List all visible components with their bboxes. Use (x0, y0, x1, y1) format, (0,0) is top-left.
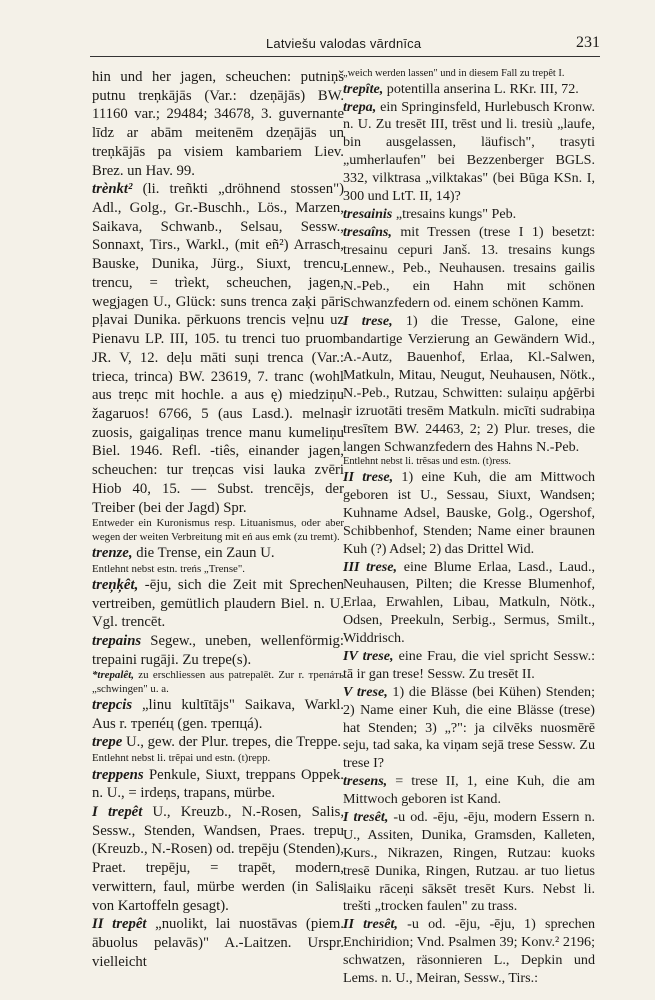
entry-headword: I trepêt (92, 803, 143, 820)
dictionary-entry (92, 576, 344, 632)
entry-text: „linu kultītājs" Saikava, Warkl. Aus r. трепéц (gen. трепцá). (92, 697, 344, 732)
entry-note (343, 456, 595, 469)
entry-text: zu erschliessen aus patrepalēt. Zur r. трепáть „schwingen" u. a. (92, 669, 344, 695)
entry-text: „weich werden lassen" und in diesem Fall zu trepêt I. (343, 68, 565, 79)
entry-headword: I tresêt, (343, 809, 389, 826)
dictionary-entry (92, 766, 344, 803)
entry-text: Segew., uneben, wellenförmig: trepaini rugāji. Zu trepe(s). (92, 633, 344, 668)
entry-text: -ēju, sich die Zeit mit Sprechen vertreiben, gemütlich plaudern Biel. n. U. Vgl. trencēt. (92, 576, 344, 631)
running-title: Latviešu valodas vārdnīca (266, 36, 422, 51)
dictionary-entry (343, 206, 595, 224)
right-column (343, 68, 595, 988)
dictionary-entry (343, 224, 595, 313)
entry-text: eine Frau, die viel spricht Sessw.: tā ir gan trese! Sessw. Zu tresēt II. (343, 648, 595, 682)
dictionary-entry (343, 773, 595, 809)
entry-headword: treņķêt, (92, 576, 139, 593)
entry-headword: tresens, (343, 773, 388, 790)
entry-text: die Trense, ein Zaun U. (132, 544, 275, 561)
entry-text: Entweder ein Kuronismus resp. Lituanismus, oder aber wegen der weiten Verbreitung mit eń aus emk (zu tremt). (92, 517, 344, 543)
entry-headword: II tresêt, (343, 916, 398, 933)
entry-headword: treppens (92, 766, 144, 783)
entry-text: eine Blume Erlaa, Lasd., Laud., Neuhausen, Pilten; die Kresse Blumenhof, Erlaa, Erwahlen, Libau, Matkuln, Nötk., Odsen, Preekuln, Serbig., Sermus, Smilt., Widdrisch. (343, 558, 596, 647)
dictionary-entry (92, 180, 344, 517)
page-number: 231 (576, 34, 600, 51)
entry-text: 1) die Tresse, Galone, eine bandartige Verzierung an Gewändern Wid., A.-Autz, Bauenhof, Erlaa, Kl.-Salwen, Matkuln, Mitau, Neugut, Neuhausen, Nötk., N.-Peb., Rutzau, Schwitten: sulaiņu apģērbi ir izruotāti tresēm Matkuln. micīti sudrabiņa tresītem BW. 24463, 2; 2) Plur. treses, die langen Schwanzfedern des Hahns N.-Peb. (343, 313, 596, 455)
entry-note (92, 517, 344, 544)
entry-headword: III trese, (343, 558, 398, 575)
entry-text: U., gew. der Plur. trepes, die Treppe. (122, 734, 342, 751)
entry-headword: *trepalêt, (92, 669, 134, 682)
entry-text: Entlehnt nebst li. trẽpai und estn. (t)repp. (92, 752, 271, 765)
dictionary-entry (343, 684, 595, 773)
entry-headword: IV trese, (343, 648, 394, 665)
dictionary-entry (343, 916, 595, 988)
entry-text: (li. treñkti „dröhnend stossen") Adl., Golg., Gr.-Buschh., Lös., Marzen, Saikava, Schwanb., Selsau, Sessw., Sonnaxt, Tirs., Warkl., (mit eñ²) Arrasch, Bauske, Dunika, Jürg., Siuxt, trencu, trencu, = trìekt, scheuchen, jagen, wegjagen U., Glück: suns trenca zaķi pāri pļavai Dunika. pērkuons trencis veļnu uz Pienavu LP. III, 105. tu trenci tuo pruom JR. V, 12. deļu māti suņi trenca (Var.: trieca, trinca) BW. 23619, 7. tranc (wohl aus treņc mit hochle. a aus ę) miedziņu žagaruos! 6766, 5 (aus Lasd.). melnas zuosis, gaigaliņas trence manu kumeliņu Biel. 1946. Refl. -tiês, einander jagen, scheuchen: tur treņcas visi lauka zvēri Hiob 40, 15. — Subst. trencējs, der Treiber (bei der Jagd) Spr. (92, 181, 344, 516)
entry-note (92, 68, 344, 180)
entry-note (92, 752, 344, 765)
dictionary-entry (92, 803, 344, 915)
entry-note (343, 68, 595, 81)
entry-text: 1) die Blässe (bei Kühen) Stenden; 2) Name einer Kuh, die eine Blässe (trese) hat Stenden; 3) „?": ja cilvēks nuosmērē seju, tad saka, ka viņam sejā trese Sessw. Zu trese I? (343, 683, 595, 772)
entry-note (92, 563, 344, 576)
entry-headword: tresainis (343, 205, 393, 222)
entry-headword: I trese, (343, 313, 393, 330)
dictionary-entry (343, 559, 595, 648)
entry-headword: trepe (92, 734, 123, 751)
entry-text: -u od. -ēju, -ēju, 1) sprechen Enchiridion; Vnd. Psalmen 39; Konv.² 2196; schwatzen, räsonnieren L., Depkin und Lems. n. U., Meiran, Sessw., Tirs.: (343, 916, 595, 987)
entry-headword: trepa, (343, 98, 377, 115)
entry-headword: II trese, (343, 469, 394, 486)
entry-headword: trepains (92, 633, 142, 650)
entry-text: = trese II, 1, eine Kuh, die am Mittwoch geboren ist Kand. (343, 773, 595, 808)
entry-headword: tresaîns, (343, 223, 392, 240)
entry-text: Entlehnt nebst li. trẽsas und estn. (t)ress. (343, 456, 511, 468)
entry-text: ein Springinsfeld, Hurlebusch Kronw. n. U. Zu tresēt III, trēst und li. tresiù „laufe, bin ausgelassen, läufisch", trasyti „umherlaufen" bei Bezzenberger BGLS. 332, vilktrasa „vilktakas" (bei Būga KSn. I, 300 und LtT. II, 14)? (343, 98, 595, 205)
entry-text: „tresains kungs" Peb. (392, 205, 517, 222)
dictionary-entry (343, 809, 595, 916)
entry-headword: trènkt² (92, 181, 133, 198)
entry-text: hin und her jagen, scheuchen: putniņš putnu treņkājās (Var.: dzeņājās) BW. 11160 var.; 29484; 34678, 3. guvernante līdz ar abām meitenēm dzeņājās un treņkājās pa visiem kambariem Liev. Brez. un Hav. 99. (92, 69, 344, 179)
dictionary-entry (92, 733, 344, 752)
entry-headword: II trepêt (92, 916, 147, 933)
entry-text: U., Kreuzb., N.-Rosen, Salis, Sessw., Stenden, Wandsen, Praes. trepu (Kreuzb., N.-Rosen) od. trepēju (Stenden), Praet. trepēju, = trapēt, modern, verwittern, faul, mürbe werden (in Salis von Kartoffeln gesagt). (92, 803, 345, 914)
dictionary-entry (92, 544, 344, 563)
dictionary-entry (343, 648, 595, 684)
entry-text: 1) eine Kuh, die am Mittwoch geboren ist U., Sessau, Siuxt, Wandsen; Kuhname Adsel, Bauske, Golg., Ogershof, Schibbenhof, Stenden; Name einer braunen Kuh (?) Adsel; 2) das Drittel Wid. (343, 469, 595, 557)
dictionary-entry (343, 99, 595, 206)
left-column (92, 68, 344, 971)
entry-headword: V trese, (343, 683, 388, 700)
dictionary-entry (92, 915, 344, 971)
entry-headword: trepîte, (343, 80, 384, 97)
entry-headword: trepcis (92, 697, 133, 714)
dictionary-entry (92, 632, 344, 669)
entry-text: mit Tressen (trese I 1) besetzt: tresainu cepuri Janš. 13. tresains kungs Lennew., Peb., Neuhausen. tresains gailis N.-Peb., ein Hahn mit schönen Schwanzfedern od. einem schönen Kamm. (343, 223, 595, 312)
entry-headword: trenze, (92, 544, 133, 561)
dictionary-entry (92, 669, 344, 696)
dictionary-entry (343, 469, 595, 558)
entry-text: potentilla anserina L. RKr. III, 72. (383, 80, 579, 97)
dictionary-entry (92, 696, 344, 733)
entry-text: -u od. -ēju, -ēju, modern Essern n. U., Assiten, Dunika, Gramsden, Kalleten, Kurs., Nikrazen, Ringen, Rutzau: kuoks tresē Dunika, Ringen, Rutzau. ar tuo lietus laiku rāceņi sāksēt tresēt Kurs. Nebst li. trešti „trocken faulen" zu trass. (343, 809, 596, 915)
entry-text: Penkule, Siuxt, treppans Oppek. n. U., = irdeņs, trapans, mürbe. (92, 766, 344, 802)
page-header (90, 34, 600, 57)
dictionary-entry (343, 313, 595, 456)
entry-text: Entlehnt nebst estn. treńs „Trense". (92, 562, 246, 575)
dictionary-entry (343, 81, 595, 99)
entry-text: „nuolikt, lai nuostāvas (piem. ābuolus pelavās)" A.-Laitzen. Urspr. vielleicht (92, 916, 344, 970)
